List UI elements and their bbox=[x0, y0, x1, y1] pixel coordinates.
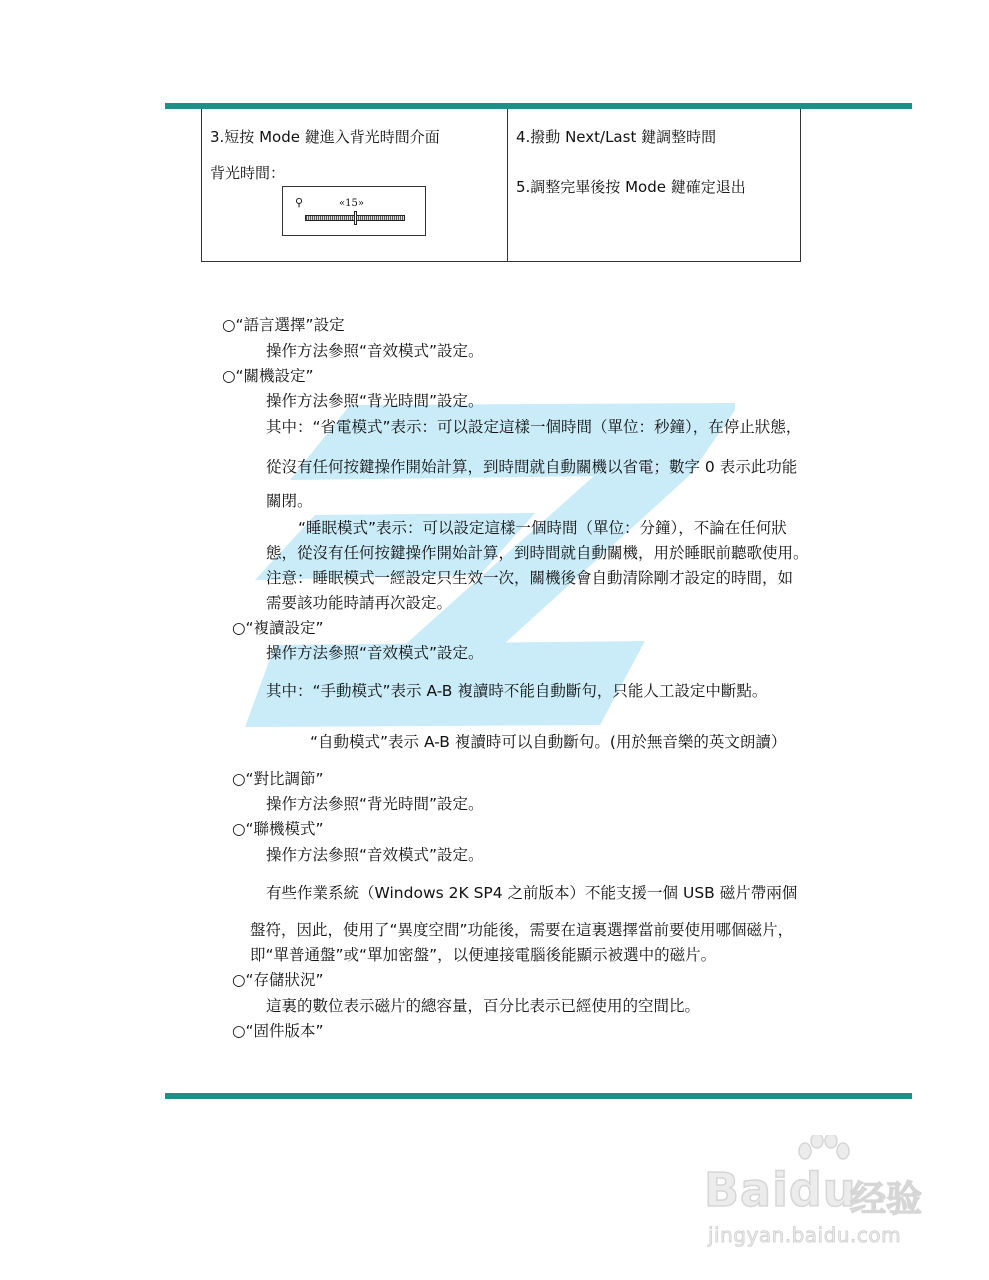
baidu-url: jingyan.baidu.com bbox=[708, 1223, 902, 1247]
step-5-text: 5.調整完畢後按 Mode 鍵確定退出 bbox=[516, 178, 746, 196]
lcd-value: «15» bbox=[339, 198, 364, 209]
section-line: 這裏的數位表示磁片的總容量，百分比表示已經使用的空間比。 bbox=[266, 997, 701, 1015]
section-line: 操作方法參照“背光時間”設定。 bbox=[266, 392, 484, 410]
baidu-brand-cn: 经验 bbox=[850, 1179, 923, 1220]
backlight-time-label: 背光時間： bbox=[210, 164, 286, 182]
section-line: 操作方法參照“背光時間”設定。 bbox=[266, 795, 484, 813]
section-heading: ○“複讀設定” bbox=[232, 619, 324, 637]
bulb-icon: ⚲ bbox=[295, 196, 304, 209]
section-line: 其中：“手動模式”表示 A-B 複讀時不能自動斷句，只能人工設定中斷點。 bbox=[266, 682, 768, 700]
section-line: “睡眠模式”表示：可以設定這樣一個時間（單位：分鐘），不論在任何狀 bbox=[298, 519, 787, 537]
section-line: 有些作業系統（Windows 2K SP4 之前版本）不能支援一個 USB 磁片帶兩個 bbox=[266, 884, 798, 902]
backlight-level-thumb bbox=[354, 211, 357, 225]
bottom-divider-rule bbox=[165, 1093, 912, 1099]
section-line: “自動模式”表示 A-B 複讀時可以自動斷句。(用於無音樂的英文朗讀） bbox=[310, 733, 787, 751]
section-line: 其中：“省電模式”表示：可以設定這樣一個時間（單位：秒鐘），在停止狀態， bbox=[266, 418, 802, 436]
section-line: 需要該功能時請再次設定。 bbox=[266, 594, 453, 612]
section-line: 注意：睡眠模式一經設定只生效一次，關機後會自動清除剛才設定的時間，如 bbox=[266, 569, 794, 587]
section-line: 操作方法參照“音效模式”設定。 bbox=[266, 846, 484, 864]
section-line: 即“單普通盤”或“單加密盤”，以便連接電腦後能顯示被選中的磁片。 bbox=[250, 946, 717, 964]
section-line: 態，從沒有任何按鍵操作開始計算，到時間就自動關機，用於睡眠前聽歌使用。 bbox=[266, 544, 809, 562]
section-heading: ○“語言選擇”設定 bbox=[222, 316, 345, 334]
section-line: 操作方法參照“音效模式”設定。 bbox=[266, 342, 484, 360]
step-4-text: 4.撥動 Next/Last 鍵調整時間 bbox=[516, 128, 717, 146]
section-heading: ○“關機設定” bbox=[222, 367, 314, 385]
lcd-preview bbox=[282, 186, 426, 236]
baidu-brand-text: Baidu bbox=[704, 1163, 857, 1217]
baidu-watermark bbox=[700, 1135, 950, 1250]
table-cell-divider bbox=[507, 109, 508, 261]
section-line: 盤符，因此，使用了“異度空間”功能後，需要在這裏選擇當前要使用哪個磁片， bbox=[250, 921, 794, 939]
section-heading: ○“聯機模式” bbox=[232, 820, 324, 838]
instruction-table bbox=[201, 109, 801, 262]
section-heading: ○“固件版本” bbox=[232, 1022, 324, 1040]
step-3-text: 3.短按 Mode 鍵進入背光時間介面 bbox=[210, 128, 440, 146]
section-line: 關閉。 bbox=[266, 492, 313, 510]
section-heading: ○“存儲狀況” bbox=[232, 971, 324, 989]
section-line: 從沒有任何按鍵操作開始計算，到時間就自動關機以省電；數字 0 表示此功能 bbox=[266, 458, 798, 476]
section-heading: ○“對比調節” bbox=[232, 770, 324, 788]
section-line: 操作方法參照“音效模式”設定。 bbox=[266, 644, 484, 662]
